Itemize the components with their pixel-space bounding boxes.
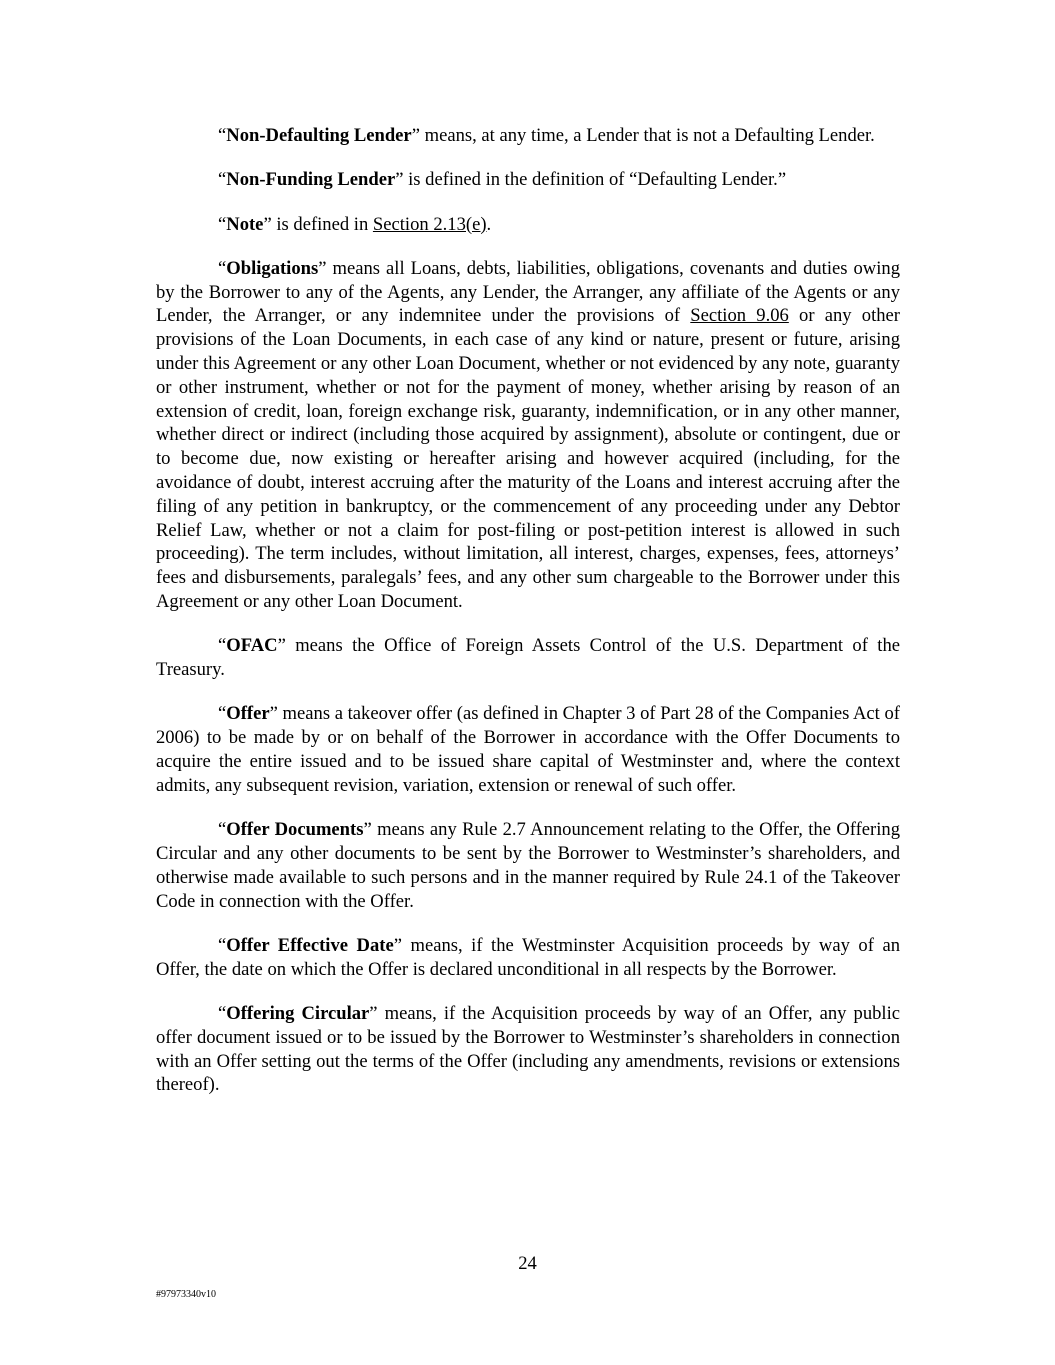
defined-term: Non-Funding Lender bbox=[226, 169, 396, 191]
close-quote: ” bbox=[393, 934, 402, 956]
definition-text: means all Loans, debts, liabilities, obligations, covenants and duties owing by the Borrower to any of the Agents, any Lender, the Arranger, any affiliate of the Agents or any Lender, the Arranger, or any indemnitee under the provisions of bbox=[156, 257, 900, 327]
definition-text: means a takeover offer (as defined in Chapter 3 of Part 28 of the Companies Act of 2006) to be made by or on behalf of the Borrower in accordance with the Offer Documents to acquire the entire issued and to be issued share capital of Westminster and, where the context admits, any subsequent revision, variation, extension or renewal of such offer. bbox=[156, 703, 900, 796]
definition-offer-effective-date bbox=[156, 934, 900, 982]
definition-non-defaulting-lender bbox=[156, 124, 900, 148]
defined-term: Offer bbox=[226, 703, 270, 725]
document-page bbox=[156, 124, 900, 1118]
open-quote: “ bbox=[218, 1002, 227, 1024]
defined-term: OFAC bbox=[226, 635, 278, 657]
definition-text: means, if the Westminster Acquisition proceeds by way of an Offer, the date on which the Offer is declared unconditional in all respects by the Borrower. bbox=[156, 934, 900, 980]
defined-term: Offer Documents bbox=[226, 819, 364, 841]
definition-offer-documents bbox=[156, 818, 900, 913]
document-id: #97973340v10 bbox=[156, 1289, 216, 1300]
section-reference: Section 2.13(e) bbox=[372, 213, 487, 235]
definition-text: is defined in the definition of “Defaulting Lender.” bbox=[403, 169, 787, 191]
definition-ofac bbox=[156, 634, 900, 682]
definition-text: means any Rule 2.7 Announcement relating to the Offer, the Offering Circular and any other documents to be sent by the Borrower to Westminster’s shareholders, and otherwise made available to such persons and in the manner required by Rule 24.1 of the Takeover Code in connection with the Offer. bbox=[156, 819, 900, 912]
page-number: 24 bbox=[518, 1253, 537, 1274]
close-quote: ” bbox=[269, 703, 278, 725]
definition-obligations bbox=[156, 257, 900, 614]
open-quote: “ bbox=[218, 819, 227, 841]
open-quote: “ bbox=[218, 257, 227, 279]
definition-non-funding-lender bbox=[156, 168, 900, 192]
definition-offer bbox=[156, 702, 900, 797]
defined-term: Offering Circular bbox=[226, 1002, 370, 1024]
section-reference: Section 9.06 bbox=[690, 305, 789, 327]
open-quote: “ bbox=[218, 125, 227, 146]
open-quote: “ bbox=[218, 934, 227, 956]
close-quote: ” bbox=[395, 169, 404, 191]
definition-text: is defined in bbox=[271, 213, 373, 235]
definition-text: means, at any time, a Lender that is not a Defaulting Lender. bbox=[419, 125, 875, 146]
definition-text: or any other provisions of the Loan Documents, in each case of any kind or nature, present or future, arising under this Agreement or any other Loan Document, whether or not evidenced by any note, guaranty or other instrument, whether or not for the payment of money, whether arising by reason of an extension of credit, loan, foreign exchange risk, guaranty, indemnification, or in any other manner, whether direct or indirect (including those acquired by assignment), absolute or contingent, due or to become due, now existing or hereafter arising and however acquired (including, for the avoidance of doubt, interest accruing after the maturity of the Loans and interest accruing after the filing of any petition in bankruptcy, or the commencement of any proceeding under any Debtor Relief Law, whether or not a claim for post-filing or post-petition interest is allowed in such proceeding). The term includes, without limitation, all interest, charges, expenses, fees, attorneys’ fees and disbursements, paralegals’ fees, and any other sum chargeable to the Borrower under this Agreement or any other Loan Document. bbox=[156, 305, 900, 613]
definition-offering-circular bbox=[156, 1002, 900, 1097]
open-quote: “ bbox=[218, 635, 227, 657]
close-quote: ” bbox=[263, 213, 272, 235]
close-quote: ” bbox=[369, 1002, 378, 1024]
definition-text: . bbox=[486, 213, 492, 235]
open-quote: “ bbox=[218, 213, 227, 235]
close-quote: ” bbox=[363, 819, 372, 841]
definition-text: means the Office of Foreign Assets Control of the U.S. Department of the Treasury. bbox=[156, 635, 900, 681]
close-quote: ” bbox=[277, 635, 286, 657]
close-quote: ” bbox=[411, 125, 420, 146]
defined-term: Non-Defaulting Lender bbox=[226, 125, 412, 146]
definition-text: means, if the Acquisition proceeds by way of an Offer, any public offer document issued or to be issued by the Borrower to Westminster’s shareholders in connection with an Offer setting out the terms of the Offer (including any amendments, revisions or extensions thereof). bbox=[156, 1002, 901, 1096]
open-quote: “ bbox=[218, 169, 227, 191]
defined-term: Obligations bbox=[226, 257, 319, 279]
defined-term: Offer Effective Date bbox=[226, 934, 394, 956]
definition-note bbox=[156, 213, 900, 237]
close-quote: ” bbox=[318, 257, 327, 279]
open-quote: “ bbox=[218, 703, 227, 725]
defined-term: Note bbox=[226, 213, 264, 235]
